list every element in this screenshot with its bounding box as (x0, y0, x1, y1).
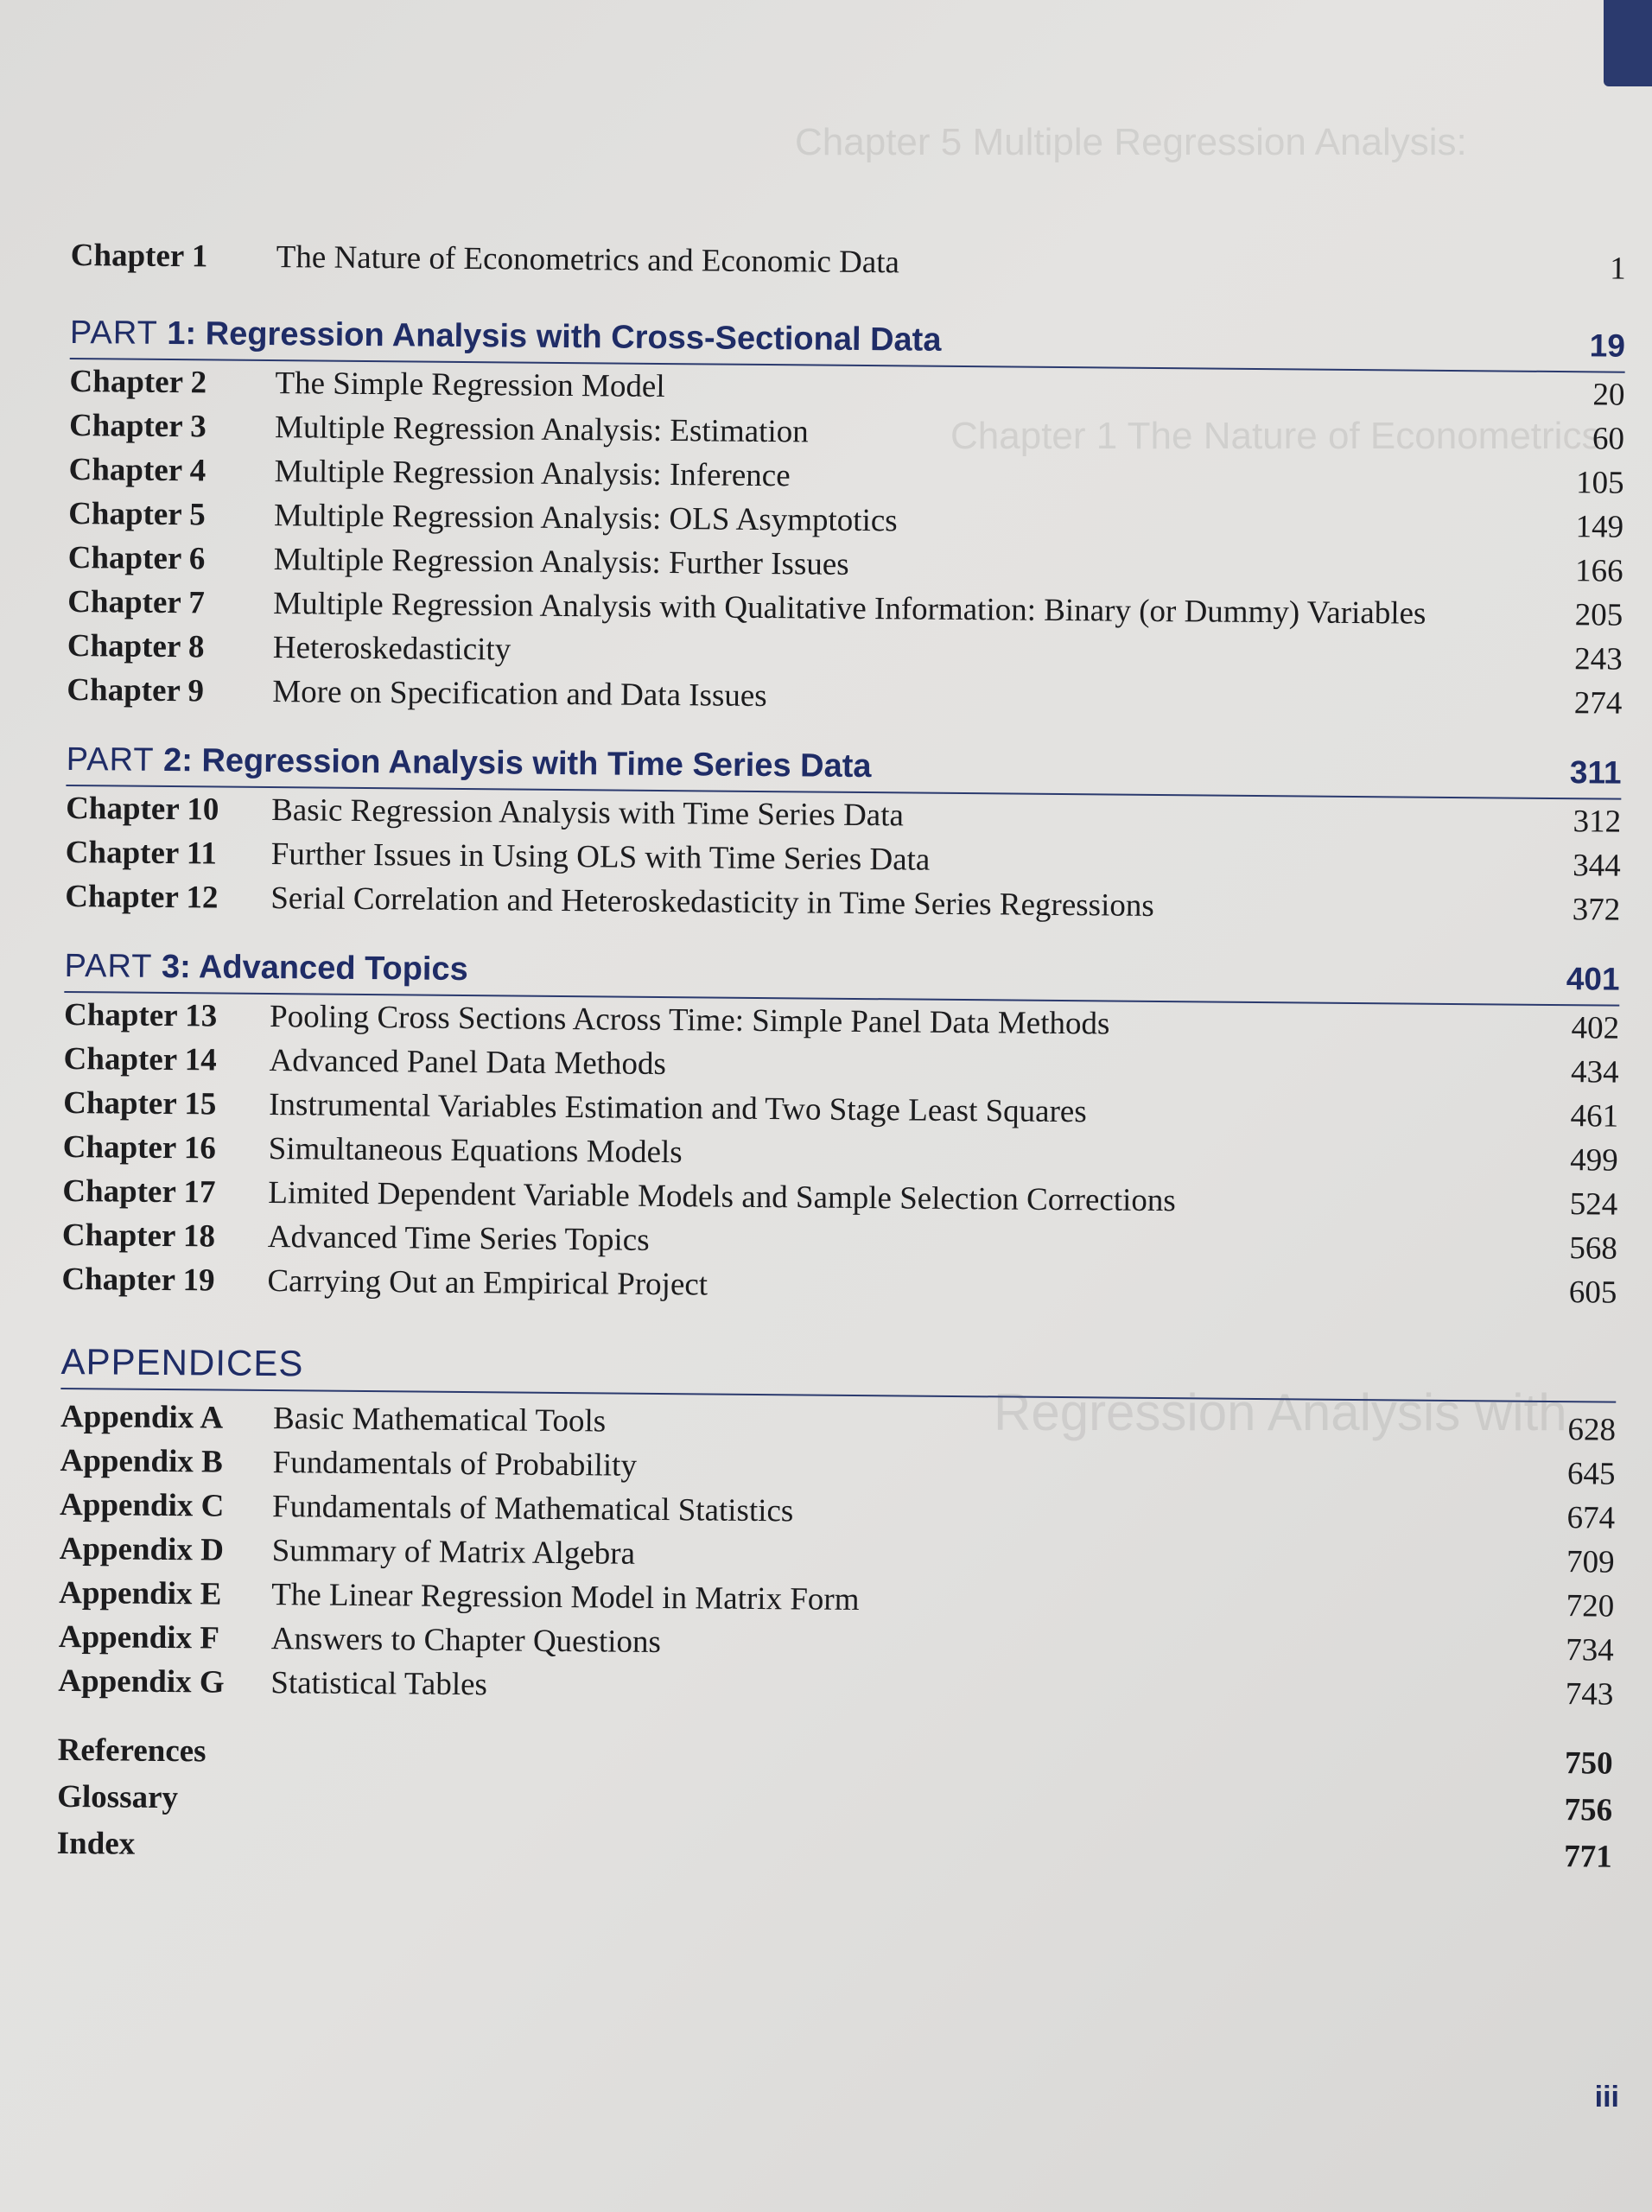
page-number: 720 (1566, 1588, 1615, 1624)
chapter-title: Multiple Regression Analysis: Inference (274, 454, 791, 494)
part-3-chapters (61, 993, 1619, 1315)
appendix-label: Appendix D (59, 1530, 225, 1568)
chapter-label: Chapter 7 (67, 583, 206, 621)
chapter-title: Carrying Out an Empirical Project (267, 1263, 708, 1303)
chapter-title: The Simple Regression Model (275, 365, 665, 405)
page-number: 605 (1568, 1274, 1617, 1311)
page-number: 771 (1563, 1839, 1612, 1875)
page-number: 499 (1570, 1142, 1618, 1179)
page-number: 274 (1573, 685, 1623, 721)
appendices-list (58, 1395, 1616, 1717)
page-number: 734 (1566, 1632, 1614, 1669)
page-number: 105 (1575, 465, 1624, 501)
chapter-label: Chapter 19 (61, 1261, 215, 1299)
show-through-text: Regression Analysis with (994, 1383, 1567, 1441)
chapter-title: Pooling Cross Sections Across Time: Simple Panel Data Methods (269, 999, 1110, 1042)
part-title-text: 2: Regression Analysis with Time Series Data (162, 741, 872, 785)
appendix-label: Appendix F (58, 1618, 220, 1656)
chapter-label: Chapter 9 (67, 671, 205, 709)
chapter-label: Chapter 2 (69, 363, 207, 401)
part-page-number: 401 (1566, 961, 1620, 997)
page-number: 372 (1572, 892, 1621, 928)
part-title-text: 1: Regression Analysis with Cross-Sectional Data (167, 315, 942, 359)
chapter-label: Chapter 5 (67, 495, 206, 533)
chapter-title: Multiple Regression Analysis: Further Issues (273, 542, 849, 582)
page-number: 568 (1569, 1230, 1617, 1267)
page-number: 756 (1564, 1792, 1613, 1828)
chapter-label: Chapter 8 (67, 627, 205, 665)
page-number: 434 (1570, 1054, 1619, 1090)
chapter-title: Heteroskedasticity (272, 630, 511, 668)
appendix-label: Appendix A (60, 1398, 224, 1436)
spacer (263, 1808, 1534, 1820)
page-number: 243 (1574, 641, 1623, 677)
chapter-label: Chapter 3 (68, 407, 206, 445)
appendix-title: Fundamentals of Probability (272, 1445, 638, 1484)
page-number: 166 (1574, 553, 1623, 589)
chapter-title: Multiple Regression Analysis: Estimation (274, 410, 809, 450)
part-word: PART (69, 314, 159, 352)
spacer (264, 1762, 1535, 1773)
chapter-label: Chapter 15 (63, 1084, 217, 1122)
chapter-title: The Nature of Econometrics and Economic Data (276, 239, 900, 281)
show-through-text: Chapter 1 The Nature of Econometrics (950, 415, 1601, 457)
chapter-title: Advanced Time Series Topics (267, 1219, 650, 1258)
chapter-label: Chapter 1 (70, 237, 208, 275)
chapter-1-entry (70, 233, 1625, 299)
chapter-label: Chapter 4 (68, 451, 206, 489)
part-word: PART (66, 741, 155, 779)
page-number: 312 (1573, 804, 1622, 840)
page-number: 1 (1610, 251, 1626, 287)
toc-row[interactable] (70, 233, 1625, 299)
show-through-text: Chapter 5 Multiple Regression Analysis: (795, 121, 1467, 163)
page-number: 149 (1575, 509, 1624, 545)
part-title-text: 3: Advanced Topics (161, 948, 468, 988)
chapter-label: Chapter 11 (65, 834, 218, 872)
page-number: 205 (1574, 597, 1623, 633)
page-tab-marker (1604, 0, 1652, 86)
chapter-label: Chapter 12 (65, 878, 219, 916)
appendix-title: The Linear Regression Model in Matrix Form (271, 1577, 860, 1618)
appendix-label: Appendix E (59, 1574, 222, 1612)
chapter-title: Multiple Regression Analysis with Qualitative Information: Binary (or Dummy) Variables (273, 586, 1426, 632)
page-number: 20 (1592, 377, 1625, 413)
part-1-chapters (67, 359, 1624, 726)
appendix-title: Fundamentals of Mathematical Statistics (271, 1489, 794, 1529)
part-page-number: 311 (1569, 754, 1622, 791)
appendix-title: Answers to Chapter Questions (270, 1621, 662, 1661)
appendix-label: Appendix C (59, 1486, 225, 1524)
chapter-title: Simultaneous Equations Models (268, 1131, 683, 1171)
appendix-title: Basic Mathematical Tools (272, 1401, 607, 1440)
part-word: PART (64, 947, 153, 985)
chapter-label: Chapter 13 (63, 996, 218, 1034)
chapter-title: Serial Correlation and Heteroskedasticity in Time Series Regressions (270, 880, 1154, 924)
back-matter-label: References (57, 1732, 206, 1770)
page-number: 750 (1564, 1745, 1613, 1782)
page-number: 461 (1570, 1098, 1619, 1135)
chapter-title: Further Issues in Using OLS with Time Series Data (270, 836, 931, 878)
chapter-title: Limited Dependent Variable Models and Sample Selection Corrections (268, 1175, 1176, 1219)
chapter-label: Chapter 17 (62, 1173, 216, 1211)
chapter-title: More on Specification and Data Issues (272, 674, 767, 715)
back-matter (56, 1727, 1612, 1881)
spacer (263, 1855, 1534, 1866)
chapter-label: Chapter 6 (67, 539, 206, 577)
chapter-title: Instrumental Variables Estimation and Two Stage Least Squares (269, 1087, 1087, 1130)
page-number: 709 (1566, 1544, 1615, 1580)
chapter-title: Multiple Regression Analysis: OLS Asymptotics (273, 498, 898, 539)
page-number: 344 (1573, 848, 1621, 884)
table-of-contents (56, 233, 1625, 1881)
appendix-title: Statistical Tables (270, 1665, 488, 1703)
back-matter-label: Index (56, 1825, 136, 1862)
chapter-label: Chapter 18 (61, 1217, 216, 1255)
page-number: 628 (1567, 1412, 1617, 1448)
appendices-heading[interactable]: APPENDICES (60, 1336, 1616, 1403)
page-number: 402 (1571, 1010, 1620, 1046)
page-number: 674 (1566, 1500, 1616, 1536)
back-matter-label: Glossary (57, 1778, 179, 1816)
page-number: 524 (1569, 1186, 1618, 1223)
chapter-label: Chapter 14 (63, 1040, 217, 1078)
appendix-label: Appendix G (58, 1662, 225, 1700)
appendix-title: Summary of Matrix Algebra (271, 1533, 636, 1572)
chapter-title: Basic Regression Analysis with Time Series Data (271, 792, 905, 834)
appendix-label: Appendix B (60, 1442, 223, 1480)
chapter-label: Chapter 16 (62, 1128, 217, 1166)
part-2-chapters (65, 786, 1621, 932)
page-number: 645 (1566, 1456, 1616, 1492)
part-page-number: 19 (1589, 327, 1626, 364)
page-number: 60 (1592, 421, 1625, 457)
chapter-label: Chapter 10 (66, 790, 219, 828)
page-folio: iii (1594, 2081, 1619, 2113)
page-number: 743 (1565, 1676, 1614, 1713)
chapter-title: Advanced Panel Data Methods (269, 1043, 667, 1083)
